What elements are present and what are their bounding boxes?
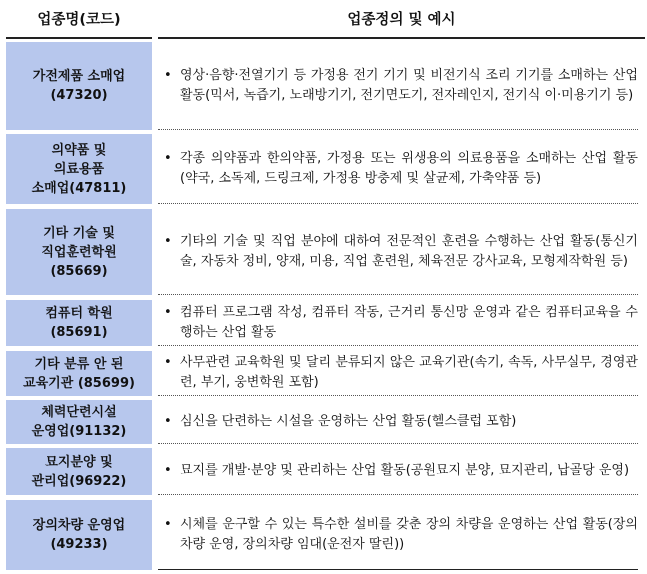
definition-text: 각종 의약품과 한의약품, 가정용 또는 위생용의 의료용품을 소매하는 산업 활동(약국, 소독제, 드링크제, 가정용 방충제 및 살균제, 가축약품 등)	[180, 150, 638, 186]
bullet: •	[164, 304, 172, 320]
industry-name-cell	[6, 448, 152, 495]
industry-code-line: (85691)	[50, 325, 108, 340]
definition-text: 묘지를 개발·분양 및 관리하는 산업 활동(공원묘지 분양, 묘지관리, 납골당 운영)	[180, 463, 630, 478]
industry-name-cell	[6, 42, 152, 130]
definition-text: 시체를 운구할 수 있는 특수한 설비를 갖춘 장의 차량을 운영하는 산업 활동(장의차량 운영, 장의차량 임대(운전자 딸린))	[180, 516, 638, 552]
definition-cell	[158, 400, 638, 444]
table-row	[0, 500, 647, 570]
definition-text: 사무관련 교육학원 및 달리 분류되지 않은 교육기관(속기, 속독, 사무실무, 경영관련, 부기, 웅변학원 포함)	[180, 355, 638, 390]
industry-name-line: 기타 기술 및	[43, 225, 115, 241]
industry-name-line: 묘지분양 및	[45, 454, 113, 470]
header-industry-name: 업종명(코드)	[6, 0, 152, 39]
industry-name-line: 가전제품 소매업	[32, 69, 126, 84]
industry-code-line: (47320)	[50, 88, 108, 103]
definition-text: 기타의 기술 및 직업 분야에 대하여 전문적인 훈련을 수행하는 산업 활동(통신기술, 자동차 정비, 양재, 미용, 직업 훈련원, 체육전문 강사교육, 모형제작학원 등)	[180, 233, 638, 269]
definition-cell	[158, 351, 638, 396]
definition-cell	[158, 500, 638, 570]
industry-name-line: 의료용품	[53, 161, 105, 177]
table-row	[0, 300, 647, 346]
industry-code-line: (85669)	[50, 263, 108, 279]
bullet: •	[164, 463, 172, 478]
table-row	[0, 448, 647, 495]
industry-name-line: 기타 분류 안 된	[34, 356, 124, 372]
definition-cell	[158, 134, 638, 204]
table-row	[0, 351, 647, 396]
industry-name-cell	[6, 351, 152, 396]
table-row	[0, 209, 647, 295]
industry-name-line: 장의차량 운영업	[32, 518, 126, 533]
header-definition: 업종정의 및 예시	[158, 0, 645, 39]
industry-name-cell	[6, 300, 152, 346]
table-row	[0, 400, 647, 444]
bullet: •	[164, 516, 172, 532]
industry-code-line: 소매업(47811)	[31, 180, 127, 196]
industry-name-cell	[6, 209, 152, 295]
definition-cell	[158, 448, 638, 495]
industry-code-line: 교육기관 (85699)	[23, 375, 135, 391]
industry-name-line: 직업훈련학원	[41, 244, 117, 260]
table-row	[0, 134, 647, 204]
bullet: •	[164, 355, 172, 370]
definition-text: 컴퓨터 프로그램 작성, 컴퓨터 작동, 근거리 통신망 운영과 같은 컴퓨터교육을 수행하는 산업 활동	[180, 304, 638, 340]
bullet: •	[164, 413, 172, 429]
industry-name-line: 컴퓨터 학원	[45, 306, 113, 321]
definition-text: 영상·음향·전열기기 등 가정용 전기 기기 및 비전기식 조리 기기를 소매하는 산업 활동(믹서, 녹즙기, 노래방기기, 전기면도기, 전자레인지, 전기식 이·미용기기 등)	[180, 67, 638, 103]
industry-code-line: 운영업(91132)	[31, 424, 127, 439]
definition-text: 심신을 단련하는 시설을 운영하는 산업 활동(헬스클럽 포함)	[180, 413, 517, 429]
industry-name-line: 체력단련시설	[41, 405, 117, 420]
industry-name-line: 의약품 및	[51, 142, 107, 158]
industry-name-cell	[6, 400, 152, 444]
bullet: •	[164, 150, 172, 166]
industry-code-line: (49233)	[50, 537, 108, 552]
definition-cell	[158, 300, 638, 346]
table-row	[0, 42, 647, 130]
definition-cell	[158, 209, 638, 295]
industry-code-line: 관리업(96922)	[31, 473, 127, 489]
definition-cell	[158, 42, 638, 130]
bullet: •	[164, 67, 172, 83]
industry-name-cell	[6, 134, 152, 204]
bullet: •	[164, 233, 172, 249]
industry-name-cell	[6, 500, 152, 570]
